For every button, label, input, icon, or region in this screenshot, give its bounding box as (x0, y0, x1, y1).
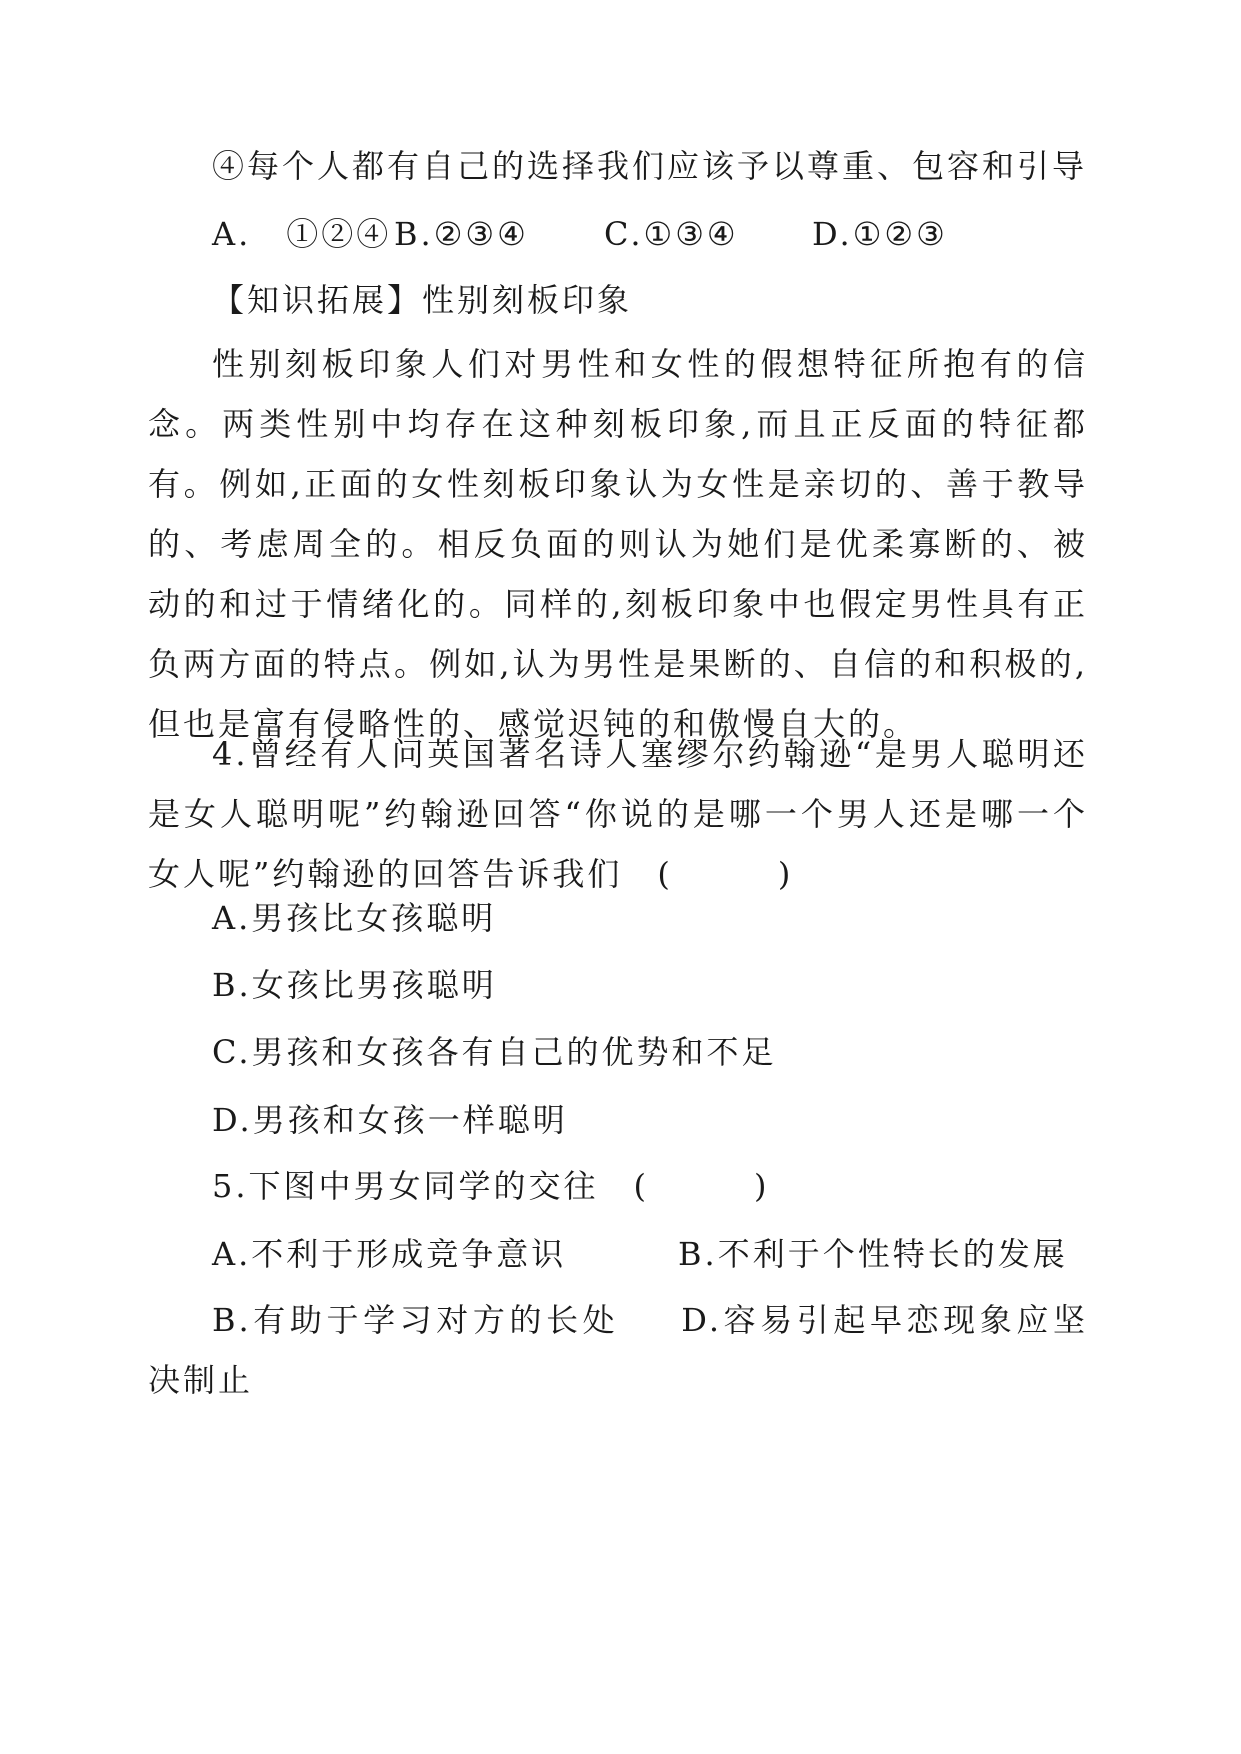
q5-option-b: B.不利于个性特长的发展 (678, 1235, 1068, 1273)
q3-statement-4: ④每个人都有自己的选择我们应该予以尊重、包容和引导 (212, 147, 1088, 185)
knowledge-body: 性别刻板印象人们对男性和女性的假想特征所抱有的信念。两类性别中均存在这种刻板印象,而且正反面的特征都有。例如,正面的女性刻板印象认为女性是亲切的、善于教导的、考虑周全的。相反负面的则认为她们是优柔寡断的、被动的和过于情绪化的。同样的,刻板印象中也假定男性具有正负两方面的特点。例如,认为男性是果断的、自信的和积极的,但也是富有侵略性的、感觉迟钝的和傲慢自大的。 (148, 345, 1088, 743)
q5-options-row-2 (148, 1290, 1088, 1410)
q3-option-b: B.②③④ (394, 215, 529, 253)
q4-stem: 4.曾经有人问英国著名诗人塞缪尔约翰逊“是男人聪明还是女人聪明呢”约翰逊回答“你说的是哪一个男人还是哪一个女人呢”约翰逊的回答告诉我们 ( ) (148, 735, 1088, 893)
q3-option-c: C.①③④ (604, 215, 739, 253)
q3-option-a: A. ①②④ (212, 215, 392, 253)
q3-option-d: D.①②③ (812, 215, 948, 253)
q5-option-d: D.容易引起早恋现象应坚决制止 (148, 1301, 1088, 1399)
q4-option-b: B.女孩比男孩聪明 (212, 966, 497, 1004)
knowledge-heading: 【知识拓展】性别刻板印象 (212, 281, 633, 319)
q4-option-d: D.男孩和女孩一样聪明 (212, 1101, 568, 1139)
q5-stem: 5.下图中男女同学的交往 ( ) (212, 1167, 770, 1205)
q5-option-a: A.不利于形成竞争意识 (212, 1235, 567, 1273)
q5-option-c: B.有助于学习对方的长处 (212, 1301, 620, 1339)
q4-option-a: A.男孩比女孩聪明 (212, 899, 497, 937)
q4-option-c: C.男孩和女孩各有自己的优势和不足 (212, 1033, 777, 1071)
